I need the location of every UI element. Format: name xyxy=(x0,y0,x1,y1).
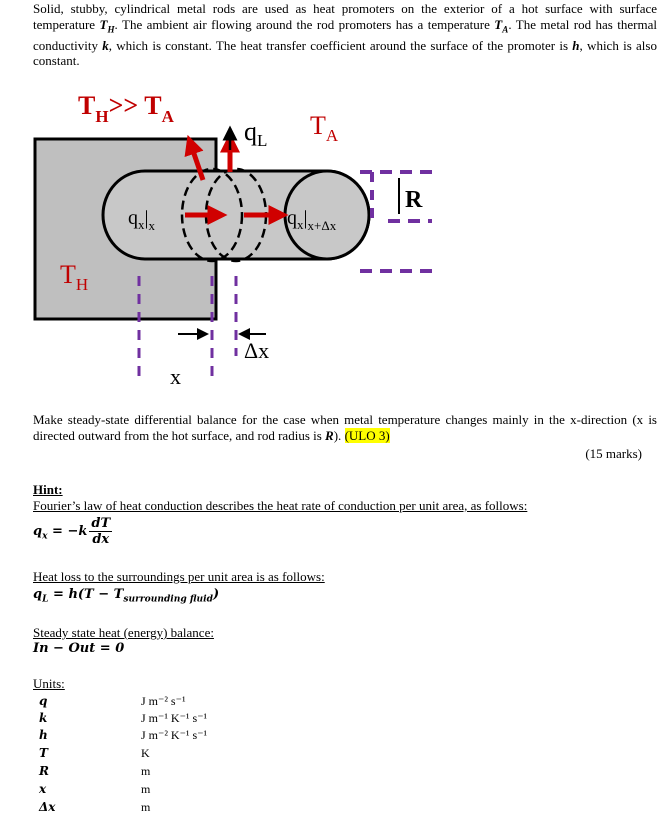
eq1-lhs: q xyxy=(33,524,43,539)
intro-text-b: . The ambient air flowing around the rod promoters has a temperature xyxy=(114,16,495,32)
ta-symbol: T xyxy=(494,16,503,32)
unit-value: m xyxy=(141,800,151,814)
unit-value: J m⁻² s⁻¹ xyxy=(141,694,186,708)
heat-promoter-diagram xyxy=(0,0,669,400)
th-symbol: T xyxy=(99,16,108,32)
x-label: x xyxy=(170,364,181,389)
task-text: Make steady-state differential balance for the case when metal temperature changes mainly in the x-direction (x is directed outward from the hot surface, and rod radius is xyxy=(33,412,657,443)
ta-label: $T_A$ xyxy=(310,111,339,145)
r-label: R xyxy=(405,187,423,213)
unit-value: J m⁻¹ K⁻¹ s⁻¹ xyxy=(141,711,208,725)
balance-equation: In − Out = 0 xyxy=(33,641,125,656)
rod-end-cap xyxy=(285,171,369,259)
heat-loss-equation xyxy=(33,587,219,605)
fourier-equation xyxy=(33,516,112,547)
hint-title: Hint: xyxy=(33,482,63,497)
unit-symbol: R xyxy=(39,764,49,778)
unit-symbol: k xyxy=(39,711,48,725)
intro-text-d: , which is constant. The heat transfer coefficient around the surface of the promoter is xyxy=(108,37,573,53)
eq1-fraction xyxy=(89,516,112,547)
ta-subscript: A xyxy=(502,24,509,35)
k-symbol: k xyxy=(102,37,109,53)
units-row xyxy=(33,711,333,728)
units-row xyxy=(33,728,333,745)
unit-value: J m⁻² K⁻¹ s⁻¹ xyxy=(141,728,208,742)
intro-text-a: Solid, stubby, cylindrical metal rods are used as heat promoters on the exterior of a hot surface with surface temperature xyxy=(33,1,657,32)
units-row xyxy=(33,746,333,763)
eq2-body: = h(T − T xyxy=(48,587,124,602)
qx-label: $q_x|_x$ xyxy=(128,207,156,233)
units-row xyxy=(33,782,333,799)
units-title: Units: xyxy=(33,676,65,691)
eq2-sub2: surrounding fluid xyxy=(123,593,213,605)
h-symbol: h xyxy=(572,37,580,53)
units-row xyxy=(33,694,333,711)
balance-text: Steady state heat (energy) balance: xyxy=(33,625,214,640)
task-text-end: ). xyxy=(333,427,345,443)
unit-symbol: T xyxy=(39,746,48,760)
fourier-text: Fourier’s law of heat conduction describes the heat rate of conduction per unit area, as follows: xyxy=(33,498,528,513)
units-row xyxy=(33,800,333,817)
unit-symbol: x xyxy=(39,782,47,796)
intro-text-e: , which is also constant. xyxy=(33,37,657,69)
th-gt-ta-label: $T_H>> T_A$ xyxy=(78,91,174,126)
unit-symbol: h xyxy=(39,728,48,742)
eq1-denominator: dx xyxy=(92,532,110,547)
unit-symbol: q xyxy=(39,694,48,708)
ql-label: $q_L$ xyxy=(244,117,268,150)
unit-value: m xyxy=(141,782,151,796)
eq2-close: ) xyxy=(212,587,220,602)
th-subscript: H xyxy=(107,24,115,35)
units-row xyxy=(33,764,333,781)
eq2-sub: L xyxy=(42,593,49,605)
task-r-symbol: R xyxy=(325,427,334,443)
marks-label: (15 marks) xyxy=(585,446,642,461)
eq1-equals: = −k xyxy=(47,524,88,539)
eq1-numerator: dT xyxy=(91,516,111,531)
qxdx-label: $q_x|_{x+\Delta x}$ xyxy=(287,207,337,233)
ulo-highlight: (ULO 3) xyxy=(344,427,390,443)
dx-label: Δx xyxy=(244,338,270,363)
unit-value: m xyxy=(141,764,151,778)
task-paragraph xyxy=(33,412,657,443)
eq2-q: q xyxy=(33,587,43,602)
th-wall-label: $T_H$ xyxy=(60,260,89,294)
intro-text-c: . The metal rod has thermal conductivity xyxy=(33,16,657,53)
unit-symbol: Δx xyxy=(39,800,56,814)
unit-value: K xyxy=(141,746,150,760)
heat-loss-text: Heat loss to the surroundings per unit area is as follows: xyxy=(33,569,325,584)
eq1-sub: x xyxy=(42,530,48,542)
